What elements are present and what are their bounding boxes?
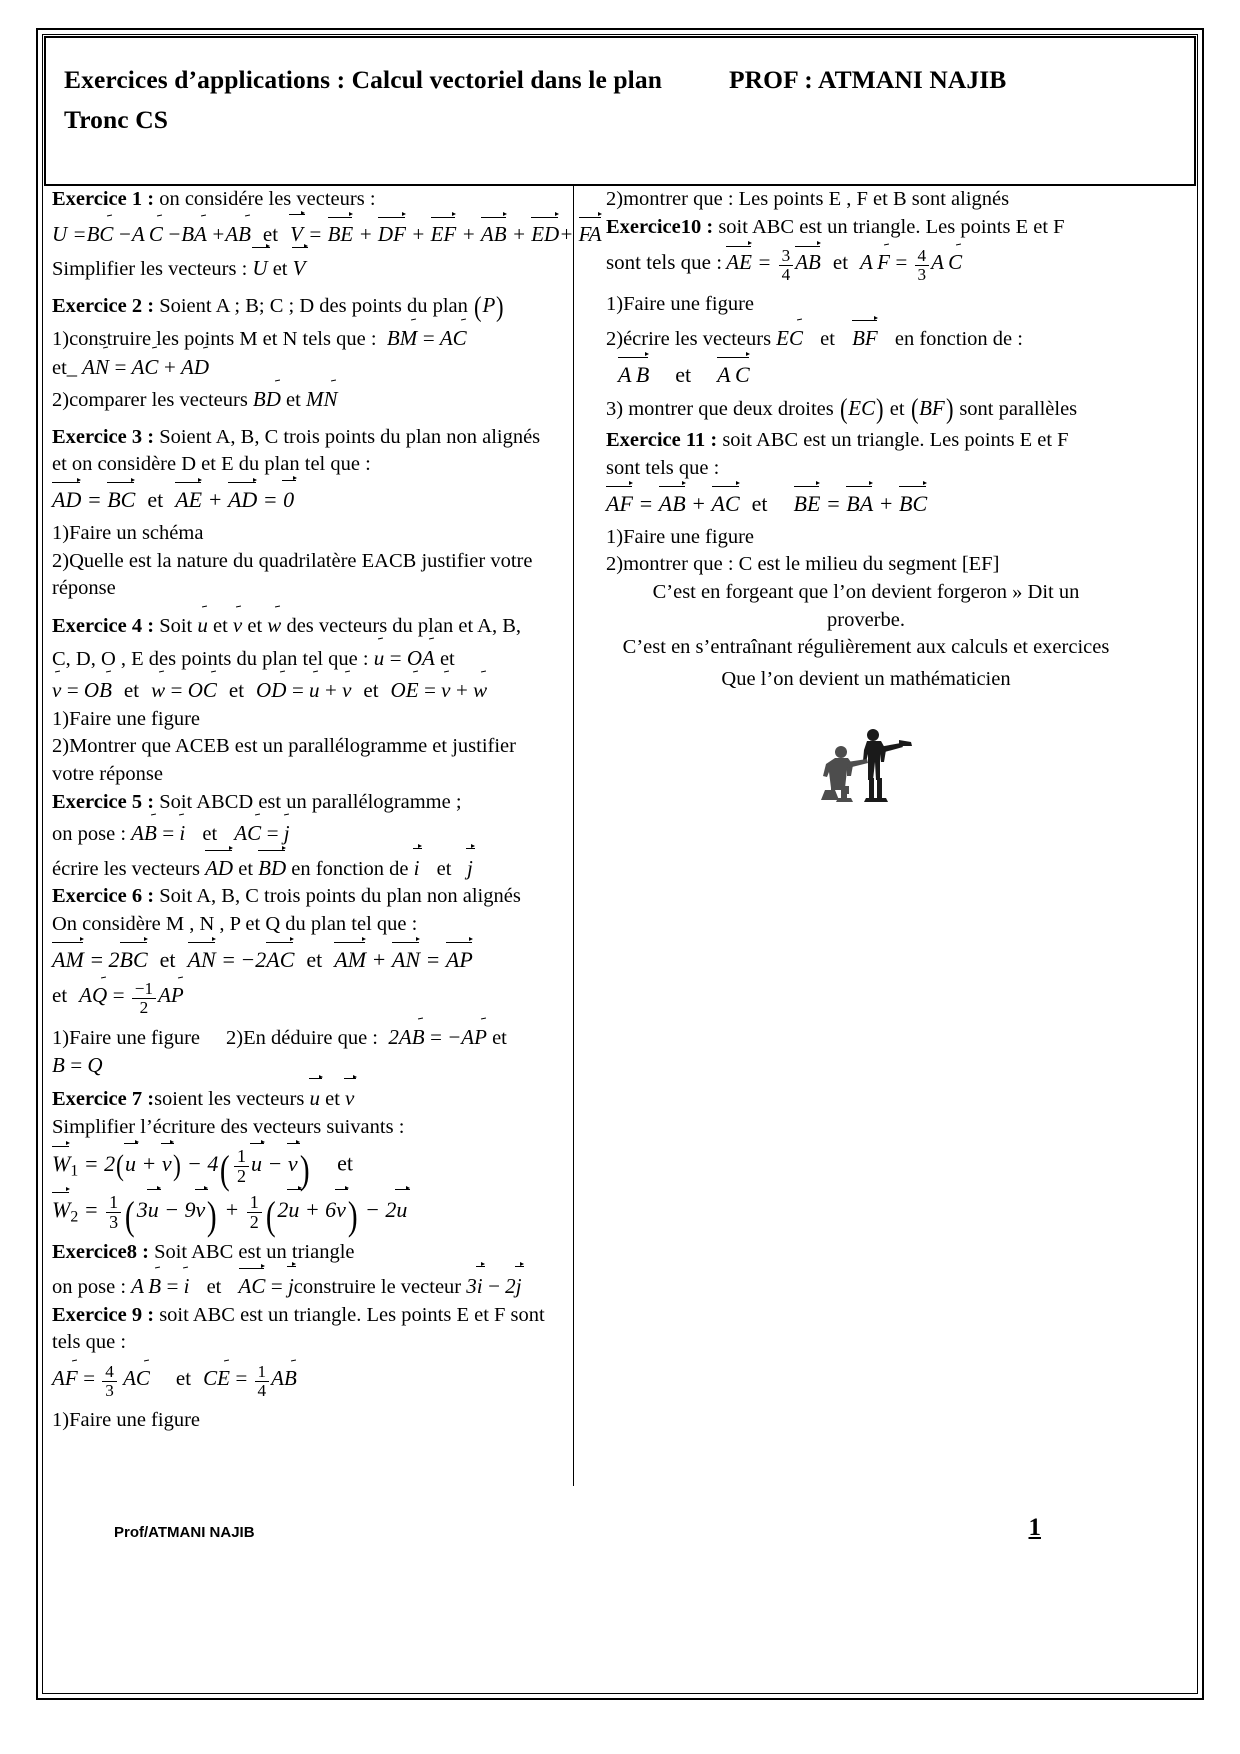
page-number: 1 [1028, 1514, 1041, 1541]
exercise-10-q2-line2-v1: A B [618, 361, 650, 387]
document-body [44, 186, 1196, 1504]
exercise-5-line2-et: et [202, 823, 218, 846]
proverb-line-1: C’est en forgeant que l’on devient forgeron » Dit un [652, 580, 1080, 603]
exercise-1-heading [52, 186, 560, 213]
exercise-6-q1: 1)Faire une figure [52, 1026, 200, 1049]
exercise-11-heading [606, 427, 1126, 454]
exercise-6-heading [52, 883, 560, 910]
exercise-8-line2-f3: 3i − 2j [466, 1274, 521, 1298]
exercise-7-et: et [325, 1088, 340, 1111]
exercise-5-line2-a: on pose : [52, 823, 127, 846]
exercise-7-w2-row [52, 1192, 560, 1239]
exercise-9-q2: 2)montrer que : Les points E , F et B sont alignés [606, 188, 1010, 210]
exercise-5-intro: Soit ABCD est un parallélogramme ; [154, 790, 462, 813]
exercise-10-q2-v2: BF [852, 326, 878, 350]
exercise-10-q3-p1: (EC) [839, 394, 884, 426]
exercise-4-intro-a: Soit [154, 615, 193, 638]
exercise-2-plan-symbol: P [482, 293, 496, 318]
document-header [44, 36, 1196, 186]
exercise-8-line2-b: construire le vecteur [293, 1275, 462, 1298]
exercise-6-formula-1: AM = 2BC [52, 946, 148, 972]
exercise-10-q3 [606, 394, 1126, 426]
exercise-11-et: et [751, 490, 768, 516]
exercise-3-q2b: réponse [52, 577, 116, 600]
exercise-6-questions [52, 1024, 560, 1079]
exercise-4-u: u [197, 613, 208, 637]
exercise-4-line2 [52, 645, 560, 673]
exercise-10-formula-1: AE = $\frac{3}{4}$ AB [726, 246, 821, 285]
exercise-6-formula-4-row [52, 980, 560, 1017]
exercise-4-v: v [233, 613, 242, 637]
exercise-10-q3-b: sont parallèles [959, 397, 1078, 420]
exercise-4-line2-formula: u = OA [374, 646, 435, 670]
exercise-7-u: u [310, 1086, 321, 1110]
exercise-2-q1-text: 1)construire les points M et N tels que : [52, 327, 377, 350]
exercise-10-q2-line2-v2: A C [717, 361, 750, 387]
exercise-2-q1b: et_ AN = AC + AD [52, 354, 560, 382]
exercise-6-formula-2: AN = −2AC [187, 946, 295, 972]
exercise-5-line3-et1: et [238, 857, 254, 880]
exercise-10-et: et [832, 250, 849, 275]
exercise-7-w1: $W_1 = 2(u + v) - 4$( $\frac{1}{2}$ u − v) [52, 1146, 310, 1193]
exercise-6-formula-row [52, 945, 560, 973]
exercise-11-formula-1: AF = AB + AC [606, 490, 740, 516]
exercise-10-intro: soit ABC est un triangle. Les points E et F [713, 215, 1065, 238]
exercise-9-formula-1: AF = $\frac{4}{3}$ AC [52, 1361, 150, 1400]
exercise-8-line2-f2: AC = j [239, 1274, 294, 1298]
exercise-10-label: Exercice10 : [606, 215, 714, 238]
exercise-5-line3-v2: BD [258, 856, 286, 880]
exercise-2-q2 [52, 386, 560, 414]
exercise-9-intro: soit ABC est un triangle. Les points E et F sont [154, 1303, 545, 1326]
exercise-6-label: Exercice 6 : [52, 885, 155, 908]
exercise-5-heading [52, 789, 560, 816]
exercise-7-w2: $W_2$ = $\frac{1}{3}$ (3u − 9v) + $\frac{1}{2}$ (2u + 6v) − 2u [52, 1192, 408, 1239]
exercise-5-line3-v1: AD [205, 856, 233, 880]
exercise-11-formula-2: BE = BA + BC [793, 490, 928, 516]
exercise-2-intro: Soient A ; B; C ; D des points du plan [154, 295, 468, 318]
exercise-8-label: Exercice8 : [52, 1241, 149, 1264]
exercise-4-et2: et [247, 615, 263, 638]
exercise-2-plan: (P) [473, 291, 504, 323]
formula-U: U =BC −A C −BA +AB [52, 221, 251, 246]
exercise-3-formula-et: et [147, 487, 164, 513]
exercise-2-q1-formula: BM = AC [382, 326, 467, 350]
exercise-1-simplify [52, 254, 560, 283]
exercise-6-q2: 2)En déduire que : [226, 1026, 378, 1049]
exercise-8-line2-f1: A B = i [131, 1274, 189, 1298]
exercise-1-label: Exercice 1 : [52, 188, 155, 210]
exercise-5-line3-a: écrire les vecteurs [52, 857, 200, 880]
exercise-8-line2 [52, 1271, 560, 1301]
exercise-7-heading [52, 1084, 560, 1113]
formula-V: V = BE + DF + EF + AB + ED+ FA [290, 221, 602, 246]
exercise-9-et: et [175, 1365, 192, 1390]
exercise-1-simplify-et: et [272, 257, 288, 280]
exercise-2-q2-et: et [286, 389, 301, 412]
exercise-6-formula4-prefix: et [52, 982, 68, 1007]
exercise-3-line2: et on considère D et E du plan tel que : [52, 453, 371, 476]
exercise-7-w1-row [52, 1146, 560, 1193]
exercise-10-formula-row [606, 247, 1126, 284]
exercise-9-q1: 1)Faire une figure [52, 1408, 200, 1431]
exercise-6-q2-formula2: B = Q [52, 1052, 103, 1077]
soldier-silhouette-icon [811, 726, 921, 802]
proverb-line-3: C’est en s’entraînant régulièrement aux calculs et exercices [622, 636, 1110, 659]
exercise-1-simplify-u: U [252, 256, 267, 280]
exercise-3-formula-row [52, 485, 560, 513]
exercise-11-line2: sont tels que : [606, 457, 720, 479]
exercise-2-q2-v1: BD [253, 387, 281, 411]
exercise-5-line2 [52, 820, 560, 848]
exercise-4-intro-b: des vecteurs du plan et A, B, [286, 615, 521, 638]
exercise-5-line3-et2: et [436, 857, 452, 880]
exercise-10-q2-a: 2)écrire les vecteurs [606, 328, 772, 351]
exercise-10-q3-p2: (BF) [910, 394, 954, 426]
exercise-5-label: Exercice 5 : [52, 790, 155, 813]
column-divider [573, 186, 574, 1486]
proverb-line-4: Que l’on devient un mathématicien [721, 667, 1011, 690]
exercise-8-intro: Soit ABC est un triangle [148, 1241, 355, 1264]
exercise-1-simplify-text: Simplifier les vecteurs : [52, 257, 248, 280]
exercise-5-line3-i: i [414, 856, 420, 880]
exercise-5-line3 [52, 853, 560, 883]
left-column [52, 186, 602, 1435]
formula-conjunction: et [262, 221, 279, 246]
header-subtitle: Tronc CS [64, 104, 168, 134]
exercise-6-intro: Soit A, B, C trois points du plan non alignés [154, 885, 521, 908]
exercise-1-intro: on considére les vecteurs : [154, 188, 376, 210]
right-column [606, 186, 1126, 807]
exercise-1-formula-row [52, 220, 602, 247]
document-footer [44, 1512, 1196, 1572]
exercise-10-q2-line2-et: et [675, 361, 692, 387]
exercise-5-line3-j: j [457, 856, 473, 880]
exercise-4-et1: et [213, 615, 228, 638]
exercise-5-line2-f2: AC = j [234, 821, 289, 845]
exercise-10-heading [606, 214, 1126, 241]
exercise-8-line2-et: et [206, 1275, 222, 1298]
exercise-6-q2-formula: 2AB = −AP [383, 1025, 487, 1049]
exercise-3-formula-1: AD = BC [52, 487, 136, 513]
exercise-5-line3-b: en fonction de [291, 857, 409, 880]
exercise-9-heading [52, 1302, 560, 1329]
exercise-10-line2-a: sont tels que : [606, 250, 723, 275]
exercise-7-v: v [345, 1086, 354, 1110]
exercise-6-q2-et: et [492, 1026, 507, 1049]
exercise-3-q1: 1)Faire un schéma [52, 522, 204, 545]
exercise-6-et1: et [159, 946, 176, 972]
exercise-3-intro: Soient A, B, C trois points du plan non alignés [154, 425, 541, 448]
exercise-10-q2-et: et [820, 328, 835, 351]
exercise-5-line2-f1: AB = i [131, 821, 185, 845]
exercise-10-q1: 1)Faire une figure [606, 293, 754, 316]
exercise-9-formula-row [52, 1363, 560, 1400]
exercise-3-heading [52, 424, 560, 451]
exercise-4-line2-a: C, D, O , E des points du plan tel que : [52, 647, 369, 670]
exercise-10-q2-line2 [606, 360, 1126, 388]
exercise-10-q3-et: et [889, 397, 905, 420]
header-prof: PROF : ATMANI NAJIB [728, 65, 1007, 94]
exercise-9-label: Exercice 9 : [52, 1303, 155, 1326]
exercise-6-formula-3: AM + AN = AP [334, 946, 473, 972]
exercise-2-q2-v2: MN [306, 387, 338, 411]
figure-container [606, 726, 1126, 807]
exercise-11-formula-row [606, 489, 1126, 517]
exercise-6-et2: et [306, 946, 323, 972]
exercise-10-formula-2: A F = $\frac{4}{3}$ A C [860, 246, 963, 285]
exercise-6-formula-4: AQ = $\frac{-1}{2}$ AP [79, 978, 184, 1017]
footer-author: Prof/ATMANI NAJIB [114, 1524, 255, 1541]
exercise-3-label: Exercice 3 : [52, 425, 155, 448]
exercise-7-label: Exercice 7 : [52, 1088, 155, 1111]
exercise-10-q2-v1: EC [776, 326, 803, 350]
exercise-3-formula-2: AE + AD = 0 [175, 487, 295, 513]
exercise-9-line2: tels que : [52, 1331, 127, 1354]
exercise-10-q2 [606, 323, 1126, 353]
exercise-8-line2-a: on pose : [52, 1275, 127, 1298]
exercise-2-q2-text: 2)comparer les vecteurs [52, 389, 248, 412]
exercise-9-formula-2: CE = $\frac{1}{4}$ AB [203, 1361, 297, 1400]
exercise-4-line2-b: et [439, 647, 455, 670]
exercise-6-line2: On considère M , N , P et Q du plan tel que : [52, 913, 418, 936]
proverb-line-2: proverbe. [827, 608, 905, 631]
exercise-11-q1: 1)Faire une figure [606, 525, 754, 548]
exercise-2-q1b-prefix: et [52, 356, 67, 379]
exercise-3-q2: 2)Quelle est la nature du quadrilatère EACB justifier votre [52, 549, 533, 572]
exercise-4-line3: v = OB et w = OC et OD = u + v et OE = v + w [52, 677, 560, 704]
exercise-7-intro: soient les vecteurs [154, 1088, 305, 1111]
exercise-10-q2-b: en fonction de : [894, 328, 1023, 351]
exercise-2-label: Exercice 2 : [52, 295, 155, 318]
exercise-11-intro: soit ABC est un triangle. Les points E et F [717, 429, 1069, 452]
exercise-4-q2: 2)Montrer que ACEB est un parallélogramme et justifier [52, 735, 516, 758]
exercise-4-q2b: votre réponse [52, 762, 163, 785]
page-title: Exercices d’applications : Calcul vectoriel dans le plan [64, 65, 662, 94]
exercise-2-q1b-formula: AN = AC + AD [82, 355, 209, 379]
header-title-row [64, 60, 1194, 100]
exercise-7-w1-et: et [337, 1150, 354, 1176]
exercise-10-q3-a: 3) montrer que deux droites [606, 397, 834, 420]
exercise-2-heading [52, 291, 560, 323]
exercise-1-simplify-v: V [293, 256, 306, 280]
exercise-11-q2: 2)montrer que : C est le milieu du segment [EF] [606, 553, 1000, 576]
exercise-11-label: Exercice 11 : [606, 429, 718, 452]
exercise-4-w: w [267, 613, 281, 637]
exercise-4-label: Exercice 4 : [52, 615, 155, 638]
exercise-4-q1: 1)Faire une figure [52, 707, 200, 730]
exercise-4-heading [52, 612, 560, 640]
exercise-7-line2: Simplifier l’écriture des vecteurs suivants : [52, 1115, 405, 1138]
exercise-2-q1 [52, 325, 560, 353]
